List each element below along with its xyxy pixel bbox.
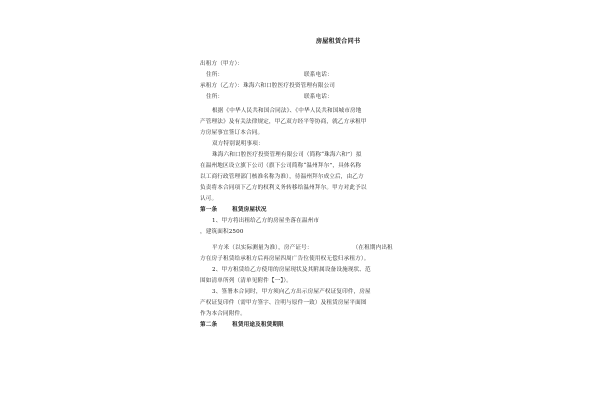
notes-line: 在温州地区设立旗下公司（旗下公司简称“温州拜尔”，具体名称 xyxy=(200,163,362,169)
section-1-item-1b: 方在房子租赁给承租方后再房屋四周广告位使用权无偿归承租方）。 xyxy=(200,256,370,262)
lessor-contact-row xyxy=(200,70,440,81)
notes-line: 以工商行政管理部门核准名称为准），待温州拜尔成立后，由乙方 xyxy=(200,174,364,180)
lessee-contact-row xyxy=(200,92,440,103)
lessor-label: 出租方（甲方）： xyxy=(200,61,244,67)
notes-line: 认可。 xyxy=(200,196,218,202)
section-1-number: 第一条 xyxy=(200,207,218,213)
section-2-title: 租赁用途及租赁期限 xyxy=(232,322,284,328)
section-1-item-3: 产权证复印件（需甲方签字、注明与原件一致）及租赁房屋平面图 xyxy=(200,300,367,306)
lessor-phone: 联系电话： xyxy=(304,72,333,78)
section-2-heading xyxy=(200,320,440,331)
section-1-item-1: ，建筑面积2500 xyxy=(200,229,244,235)
section-1-heading xyxy=(200,205,440,216)
section-1-item-3: 3、签署本合同时，甲方须向乙方出示房屋产权证复印件，房屋 xyxy=(212,289,371,295)
section-1-item-1: 1、甲方将出租给乙方的房屋坐落在温州市 xyxy=(212,218,320,224)
preamble-line: 根据《中华人民共和国合同法》、《中华人民共和国城市房地 xyxy=(212,108,362,114)
lease-period-note: （在租期内出租 xyxy=(352,245,393,251)
lessee-label: 承租方（乙方）：珠海六和口腔医疗投资管理有限公司 xyxy=(200,83,336,89)
notes-line: 负责将本合同项下乙方的权利义务转移给温州拜尔。甲方对此予以 xyxy=(200,185,367,191)
section-1-title: 租赁房屋状况 xyxy=(232,207,267,213)
contract-body xyxy=(200,36,440,331)
section-2-number: 第二条 xyxy=(200,322,218,328)
preamble-line: 产管理法》及有关法律规定，甲乙双方经平等协商，就乙方承租甲 xyxy=(200,119,367,125)
document-title: 房屋租赁合同书 xyxy=(315,38,361,45)
section-1-item-1b xyxy=(200,243,440,254)
section-1-item-3: 作为本合同附件。 xyxy=(200,311,246,317)
lessee-address: 住所： xyxy=(206,94,224,100)
section-1-item-2: 围如清单所列（清单见附件【一】）。 xyxy=(200,278,293,284)
notes-line: 珠海六和口腔医疗投资管理有限公司（简称“珠海六和”）拟 xyxy=(212,152,362,158)
preamble-line: 方房屋事宜签订本合同。 xyxy=(200,130,264,136)
area-and-cert-label: 平方米（以实际测量为准），房产证号： xyxy=(212,245,313,251)
notes-heading: 双方特别说明事项： xyxy=(212,141,264,147)
section-1-item-2: 2、甲方租赁给乙方使用的房屋现状及其附属设备设施现状、范 xyxy=(212,267,371,273)
lessee-phone: 联系电话： xyxy=(304,94,333,100)
lessor-address: 住所： xyxy=(206,72,224,78)
